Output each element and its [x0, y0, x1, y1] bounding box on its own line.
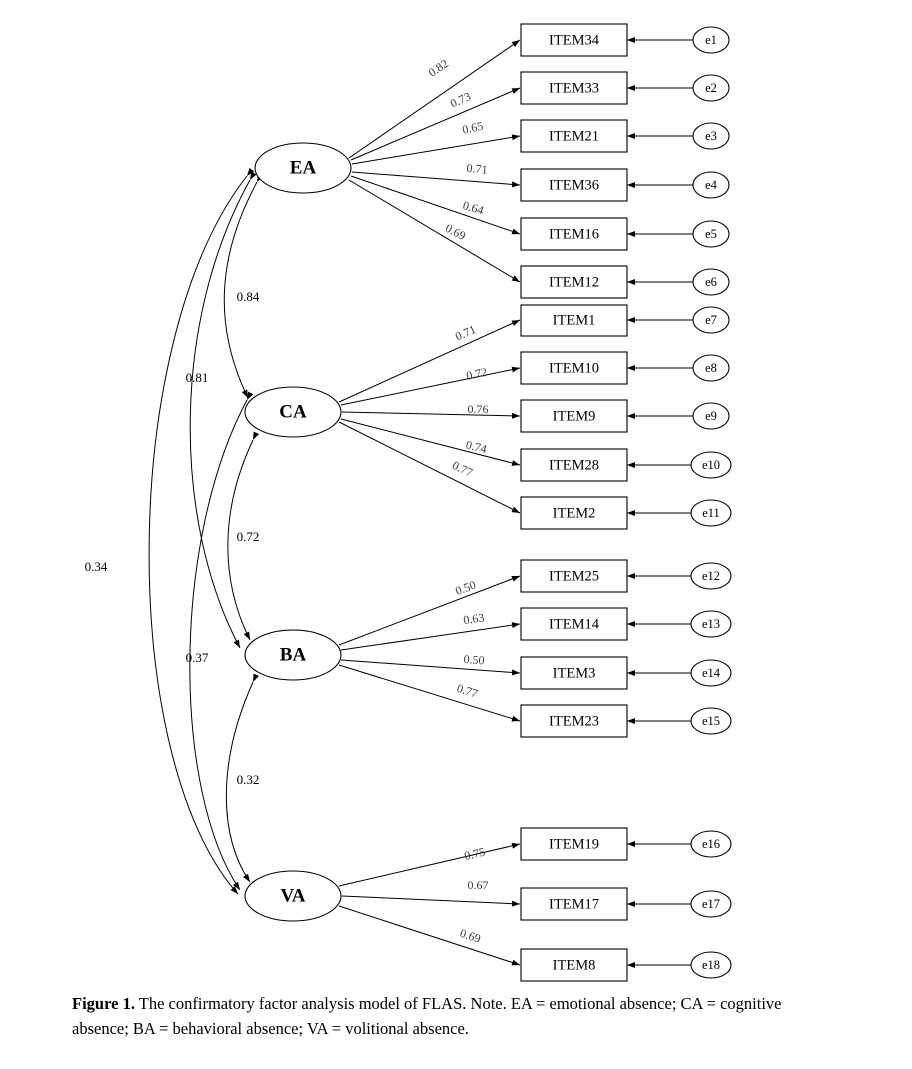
error-label: e8 [705, 360, 717, 375]
edge-ba-item25 [339, 576, 520, 645]
edge-ba-item3 [341, 660, 520, 673]
error-label: e6 [705, 274, 717, 289]
item-node[interactable] [521, 449, 627, 481]
correlation-value-ba-va: 0.32 [236, 771, 260, 787]
loading-value: 0.77 [455, 680, 480, 701]
factor-label-ba: BA [279, 644, 307, 666]
correlation-value-ea-ba: 0.81 [185, 369, 209, 385]
edge-ba-item23 [339, 665, 520, 721]
factor-node-va[interactable] [245, 871, 341, 921]
error-label: e15 [701, 713, 721, 728]
loading-value: 0.50 [453, 577, 478, 598]
factor-label-ea: EA [289, 157, 317, 179]
loading-value: 0.76 [467, 401, 489, 416]
error-edges [627, 40, 693, 965]
figure-caption-text: The confirmatory factor analysis model of FLAS. Note. EA = emotional absence; CA = cognitive absence; BA = behavioral absence; VA = volitional absence. [72, 994, 782, 1038]
item-label: ITEM10 [549, 360, 599, 377]
item-label: ITEM36 [549, 177, 599, 194]
loading-value: 0.50 [463, 652, 486, 668]
item-node[interactable] [521, 949, 627, 981]
figure-caption [72, 992, 840, 1042]
error-label: e4 [705, 177, 717, 192]
item-node[interactable] [521, 560, 627, 592]
item-label: ITEM8 [552, 957, 596, 974]
error-node[interactable] [691, 891, 731, 917]
item-label: ITEM9 [552, 408, 596, 425]
error-nodes [691, 27, 731, 978]
item-node[interactable] [521, 218, 627, 250]
edge-va-item17 [342, 896, 520, 904]
item-node[interactable] [521, 705, 627, 737]
item-label: ITEM3 [552, 665, 596, 682]
factor-nodes [245, 143, 351, 921]
item-node[interactable] [521, 305, 627, 336]
error-node[interactable] [693, 355, 729, 381]
error-node[interactable] [693, 403, 729, 429]
loading-value: 0.82 [425, 56, 451, 80]
error-node[interactable] [693, 172, 729, 198]
correlation-value-ea-ca: 0.84 [236, 288, 260, 304]
loading-value: 0.72 [465, 364, 489, 383]
factor-node-ca[interactable] [245, 387, 341, 437]
item-label: ITEM1 [552, 312, 596, 329]
item-node[interactable] [521, 72, 627, 104]
error-node[interactable] [691, 563, 731, 589]
item-label: ITEM23 [549, 713, 599, 730]
correlation-labels [85, 289, 260, 787]
item-node[interactable] [521, 352, 627, 384]
edge-ba-item14 [341, 624, 520, 650]
error-node[interactable] [691, 611, 731, 637]
item-label: ITEM34 [549, 32, 599, 49]
error-node[interactable] [693, 123, 729, 149]
item-node[interactable] [521, 657, 627, 689]
error-node[interactable] [691, 952, 731, 978]
edge-ea-item36 [352, 172, 520, 185]
correlation-value-ca-va: 0.37 [185, 649, 209, 665]
item-label: ITEM12 [549, 274, 599, 291]
item-label: ITEM14 [549, 616, 599, 633]
edge-ca-item2 [339, 422, 520, 513]
item-label: ITEM28 [549, 457, 599, 474]
factor-node-ea[interactable] [255, 143, 351, 193]
item-label: ITEM17 [549, 896, 599, 913]
loading-value: 0.67 [467, 877, 489, 892]
loading-value: 0.71 [453, 322, 478, 344]
factor-label-va: VA [280, 885, 306, 907]
error-label: e2 [705, 80, 717, 95]
item-node[interactable] [521, 497, 627, 529]
edge-ca-item10 [341, 368, 520, 405]
edge-va-item19 [339, 844, 520, 886]
loading-value: 0.69 [458, 925, 483, 946]
error-node[interactable] [693, 307, 729, 333]
error-label: e14 [701, 665, 721, 680]
error-label: e17 [701, 896, 721, 911]
item-node[interactable] [521, 888, 627, 920]
item-node[interactable] [521, 169, 627, 201]
item-node[interactable] [521, 266, 627, 298]
correlation-value-ca-ba: 0.72 [236, 528, 260, 544]
item-node[interactable] [521, 400, 627, 432]
item-nodes [521, 24, 627, 981]
loading-value: 0.74 [464, 437, 489, 457]
error-label: e12 [701, 568, 721, 583]
error-label: e7 [705, 312, 717, 327]
error-node[interactable] [691, 660, 731, 686]
item-node[interactable] [521, 120, 627, 152]
loading-value: 0.65 [461, 118, 485, 137]
loading-value: 0.75 [462, 844, 487, 863]
loading-edges [339, 40, 520, 965]
error-node[interactable] [693, 75, 729, 101]
error-node[interactable] [691, 831, 731, 857]
error-label: e5 [705, 226, 717, 241]
correlation-value-ea-va: 0.34 [84, 558, 108, 574]
item-label: ITEM21 [549, 128, 599, 145]
error-node[interactable] [693, 27, 729, 53]
edge-ca-item1 [339, 320, 520, 402]
edge-ea-item16 [351, 176, 520, 234]
error-node[interactable] [691, 500, 731, 526]
factor-node-ba[interactable] [245, 630, 341, 680]
item-label: ITEM25 [549, 568, 599, 585]
error-node[interactable] [691, 452, 731, 478]
item-node[interactable] [521, 828, 627, 860]
edge-va-item8 [339, 906, 520, 965]
loading-value: 0.69 [443, 220, 469, 243]
error-label: e16 [701, 836, 721, 851]
loading-labels [426, 56, 489, 945]
edge-ca-item28 [341, 419, 520, 465]
error-node[interactable] [693, 221, 729, 247]
error-label: e18 [701, 957, 721, 972]
item-node[interactable] [521, 24, 627, 56]
edge-ea-item12 [349, 180, 520, 282]
loading-value: 0.64 [461, 198, 486, 218]
item-node[interactable] [521, 608, 627, 640]
error-node[interactable] [691, 708, 731, 734]
loading-value: 0.71 [466, 160, 489, 177]
error-label: e1 [705, 32, 717, 47]
error-label: e9 [705, 408, 717, 423]
loading-value: 0.63 [462, 610, 486, 628]
item-label: ITEM2 [552, 505, 596, 522]
error-label: e3 [705, 128, 717, 143]
factor-label-ca: CA [279, 401, 307, 423]
error-label: e13 [701, 616, 721, 631]
edge-ea-item21 [352, 136, 520, 164]
error-node[interactable] [693, 269, 729, 295]
error-label: e10 [701, 457, 721, 472]
edge-ca-item9 [342, 412, 520, 416]
item-label: ITEM16 [549, 226, 599, 243]
error-label: e11 [702, 505, 720, 520]
curve-ea-ba [190, 180, 250, 648]
curve-ea-va [149, 176, 247, 894]
loading-value: 0.77 [450, 458, 476, 480]
loading-value: 0.73 [448, 89, 473, 111]
item-label: ITEM33 [549, 80, 599, 97]
figure-caption-label: Figure 1. [72, 994, 135, 1013]
item-label: ITEM19 [549, 836, 599, 853]
